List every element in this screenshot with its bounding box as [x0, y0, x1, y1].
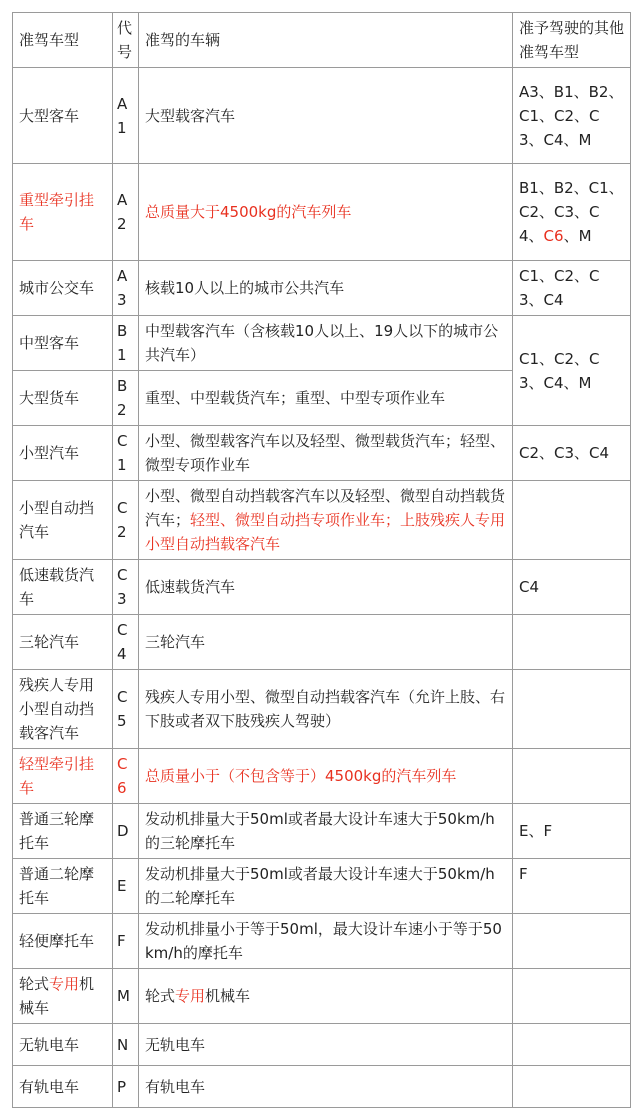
row-vehicles: 三轮汽车	[139, 615, 513, 670]
row-vehicles: 发动机排量小于等于50ml，最大设计车速小于等于50km/h的摩托车	[139, 914, 513, 969]
row-vehicles: 核载10人以上的城市公共汽车	[139, 261, 513, 316]
table-row	[13, 261, 631, 316]
header-row	[13, 13, 631, 68]
allowed-text: 、M	[563, 227, 592, 245]
row-allowed: C1、C2、C3、C4	[513, 261, 631, 316]
row-type: 三轮汽车	[13, 615, 113, 670]
row-vehicles: 大型载客汽车	[139, 68, 513, 164]
row-vehicles: 小型、微型载客汽车以及轻型、微型载货汽车；轻型、微型专项作业车	[139, 426, 513, 481]
row-allowed	[513, 164, 631, 261]
row-code: D	[113, 804, 139, 859]
row-type: 有轨电车	[13, 1066, 113, 1108]
license-class-table	[12, 12, 631, 1108]
row-allowed	[513, 1024, 631, 1066]
row-type: 普通二轮摩托车	[13, 859, 113, 914]
type-text: 机械车	[19, 975, 95, 1017]
row-type: 轻型牵引挂车	[13, 749, 113, 804]
vehicles-highlight: 轻型、微型自动挡专项作业车；上肢残疾人专用小型自动挡载客汽车	[145, 511, 506, 553]
row-allowed	[513, 615, 631, 670]
header-vehicles: 准驾的车辆	[139, 13, 513, 68]
row-code: C4	[113, 615, 139, 670]
row-allowed: C4	[513, 560, 631, 615]
row-allowed	[513, 481, 631, 560]
row-allowed: E、F	[513, 804, 631, 859]
vehicles-highlight: 专用	[175, 987, 206, 1005]
row-vehicles: 总质量小于（不包含等于）4500kg的汽车列车	[139, 749, 513, 804]
row-type: 普通三轮摩托车	[13, 804, 113, 859]
row-vehicles: 有轨电车	[139, 1066, 513, 1108]
license-table-wrapper	[12, 12, 631, 1108]
table-row	[13, 859, 631, 914]
row-type: 无轨电车	[13, 1024, 113, 1066]
header-code: 代号	[113, 13, 139, 68]
row-code: F	[113, 914, 139, 969]
row-type: 城市公交车	[13, 261, 113, 316]
row-type: 低速载货汽车	[13, 560, 113, 615]
row-allowed	[513, 670, 631, 749]
row-code: B1	[113, 316, 139, 371]
row-vehicles	[139, 481, 513, 560]
vehicles-text: 轮式	[145, 987, 176, 1005]
table-row	[13, 481, 631, 560]
table-row	[13, 749, 631, 804]
row-type: 残疾人专用小型自动挡载客汽车	[13, 670, 113, 749]
type-highlight: 专用	[49, 975, 80, 993]
row-vehicles: 发动机排量大于50ml或者最大设计车速大于50km/h的三轮摩托车	[139, 804, 513, 859]
row-vehicles: 残疾人专用小型、微型自动挡载客汽车（允许上肢、右下肢或者双下肢残疾人驾驶）	[139, 670, 513, 749]
row-vehicles: 总质量大于4500kg的汽车列车	[139, 164, 513, 261]
row-code: C2	[113, 481, 139, 560]
row-type	[13, 969, 113, 1024]
row-vehicles: 中型载客汽车（含核载10人以上、19人以下的城市公共汽车）	[139, 316, 513, 371]
row-allowed	[513, 749, 631, 804]
header-allowed: 准予驾驶的其他准驾车型	[513, 13, 631, 68]
row-allowed: C1、C2、C3、C4、M	[513, 316, 631, 426]
row-code: C6	[113, 749, 139, 804]
row-code: E	[113, 859, 139, 914]
row-type: 小型汽车	[13, 426, 113, 481]
row-code: C3	[113, 560, 139, 615]
row-code: M	[113, 969, 139, 1024]
vehicles-text: 机械车	[205, 987, 251, 1005]
row-allowed: F	[513, 859, 631, 914]
row-code: N	[113, 1024, 139, 1066]
table-row	[13, 316, 631, 371]
row-code: B2	[113, 371, 139, 426]
row-code: C1	[113, 426, 139, 481]
table-row	[13, 804, 631, 859]
row-allowed	[513, 914, 631, 969]
row-code: P	[113, 1066, 139, 1108]
table-row	[13, 68, 631, 164]
row-allowed	[513, 1066, 631, 1108]
row-type: 大型货车	[13, 371, 113, 426]
table-row	[13, 615, 631, 670]
table-row	[13, 426, 631, 481]
row-allowed	[513, 969, 631, 1024]
row-type: 中型客车	[13, 316, 113, 371]
header-type: 准驾车型	[13, 13, 113, 68]
row-vehicles	[139, 969, 513, 1024]
allowed-highlight: C6	[543, 227, 564, 245]
row-code: A3	[113, 261, 139, 316]
allowed-text: B1、B2、C1、C2、C3、C4、	[519, 179, 624, 245]
row-vehicles: 重型、中型载货汽车；重型、中型专项作业车	[139, 371, 513, 426]
row-type: 轻便摩托车	[13, 914, 113, 969]
table-row	[13, 914, 631, 969]
row-code: C5	[113, 670, 139, 749]
row-type: 小型自动挡汽车	[13, 481, 113, 560]
type-text: 轮式	[19, 975, 50, 993]
table-row	[13, 164, 631, 261]
row-vehicles: 无轨电车	[139, 1024, 513, 1066]
row-vehicles: 低速载货汽车	[139, 560, 513, 615]
row-type: 大型客车	[13, 68, 113, 164]
row-code: A1	[113, 68, 139, 164]
table-row	[13, 560, 631, 615]
row-type: 重型牵引挂车	[13, 164, 113, 261]
table-row	[13, 1066, 631, 1108]
table-row	[13, 969, 631, 1024]
row-allowed: C2、C3、C4	[513, 426, 631, 481]
row-code: A2	[113, 164, 139, 261]
table-row	[13, 1024, 631, 1066]
vehicles-text: 小型、微型自动挡载客汽车以及轻型、微型自动挡载货汽车；	[145, 487, 506, 529]
row-allowed: A3、B1、B2、C1、C2、C3、C4、M	[513, 68, 631, 164]
table-row	[13, 670, 631, 749]
row-vehicles: 发动机排量大于50ml或者最大设计车速大于50km/h的二轮摩托车	[139, 859, 513, 914]
